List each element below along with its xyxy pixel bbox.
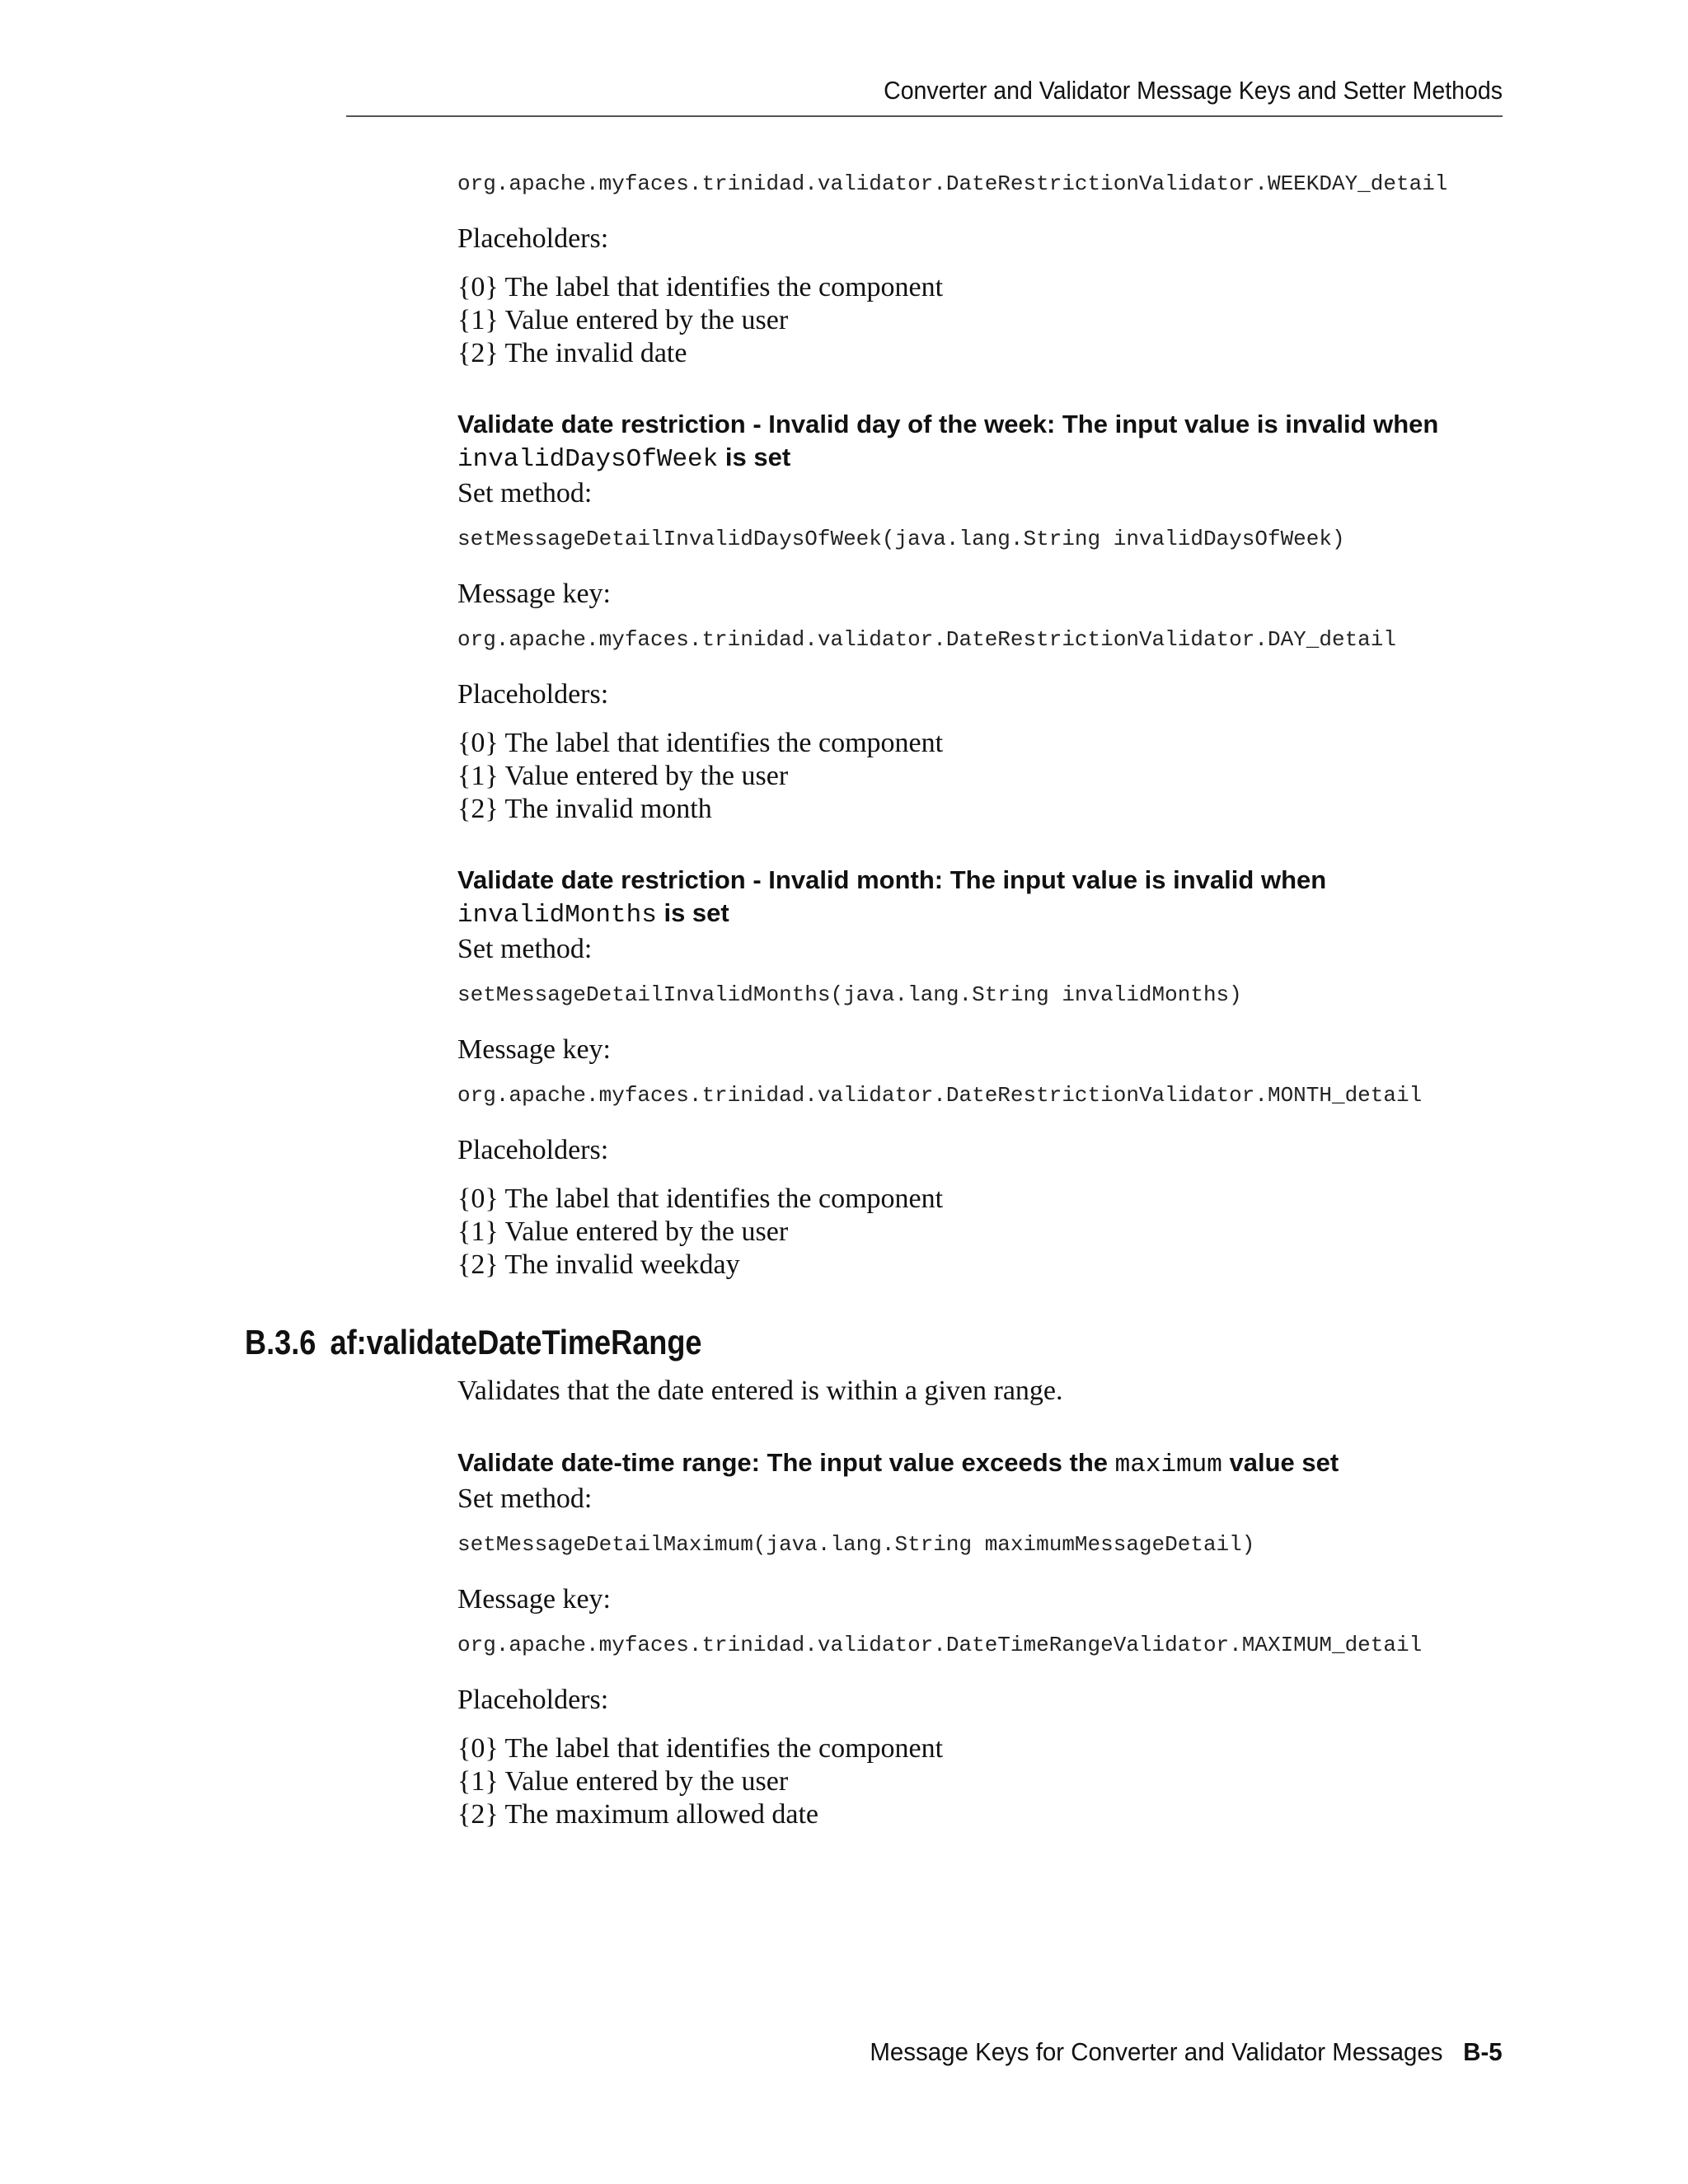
placeholder-item: {1} Value entered by the user (457, 761, 789, 791)
placeholder-item: {0} The label that identifies the component (457, 1733, 944, 1764)
set-method-label: Set method: (457, 934, 593, 964)
set-method-code: setMessageDetailMaximum(java.lang.String maximumMessageDetail) (457, 1532, 1255, 1557)
subheading-suffix: value set (1229, 1448, 1339, 1477)
subheading-maximum (457, 1446, 1529, 1482)
message-key-code: org.apache.myfaces.trinidad.validator.DateTimeRangeValidator.MAXIMUM_detail (457, 1633, 1423, 1657)
subheading-invalid-day-of-week (457, 408, 1529, 476)
message-key-label: Message key: (457, 579, 612, 609)
page-number: B-5 (1463, 2037, 1503, 2066)
message-key-code: org.apache.myfaces.trinidad.validator.DateRestrictionValidator.MONTH_detail (457, 1083, 1423, 1108)
placeholders-list (457, 727, 1529, 826)
page-content (245, 169, 1529, 1869)
section-heading (245, 1319, 1349, 1366)
set-method-label: Set method: (457, 1483, 593, 1514)
subheading-code: maximum (1114, 1451, 1222, 1479)
subheading-code: invalidMonths (457, 901, 657, 930)
placeholders-list (457, 1732, 1529, 1831)
placeholder-item: {0} The label that identifies the component (457, 272, 944, 302)
message-key-weekday: org.apache.myfaces.trinidad.validator.DateRestrictionValidator.WEEKDAY_detail (457, 171, 1448, 196)
placeholders-label: Placeholders: (457, 1135, 609, 1165)
message-key-code: org.apache.myfaces.trinidad.validator.DateRestrictionValidator.DAY_detail (457, 627, 1396, 652)
subheading-text: Validate date restriction - Invalid month: The input value is invalid when (457, 865, 1327, 894)
message-key-label: Message key: (457, 1584, 612, 1615)
placeholder-item: {2} The maximum allowed date (457, 1799, 819, 1830)
placeholder-item: {2} The invalid weekday (457, 1249, 740, 1280)
subheading-invalid-month (457, 864, 1529, 932)
placeholder-item: {1} Value entered by the user (457, 1766, 789, 1797)
set-method-label: Set method: (457, 478, 593, 509)
set-method-code: setMessageDetailInvalidDaysOfWeek(java.lang.String invalidDaysOfWeek) (457, 527, 1345, 551)
subheading-text: Validate date-time range: The input value exceeds the (457, 1448, 1109, 1477)
placeholder-item: {2} The invalid month (457, 794, 712, 824)
placeholders-label: Placeholders: (457, 679, 609, 710)
set-method-code: setMessageDetailInvalidMonths(java.lang.String invalidMonths) (457, 982, 1242, 1007)
running-header (346, 73, 1503, 117)
placeholder-item: {0} The label that identifies the component (457, 728, 944, 758)
placeholder-item: {1} Value entered by the user (457, 1216, 789, 1247)
placeholder-item: {0} The label that identifies the component (457, 1183, 944, 1214)
placeholders-label: Placeholders: (457, 1685, 609, 1715)
placeholders-list (457, 271, 1529, 370)
placeholder-item: {1} Value entered by the user (457, 305, 789, 335)
section-intro: Validates that the date entered is within a given range. (457, 1376, 1063, 1406)
placeholder-item: {2} The invalid date (457, 338, 687, 368)
placeholders-label: Placeholders: (457, 223, 609, 254)
section-number: B.3.6 (245, 1323, 316, 1361)
placeholders-list (457, 1183, 1529, 1282)
subheading-code: invalidDaysOfWeek (457, 445, 719, 474)
subheading-text: Validate date restriction - Invalid day of the week: The input value is invalid when (457, 410, 1439, 438)
section-title: af:validateDateTimeRange (330, 1323, 702, 1361)
subheading-suffix: is set (663, 898, 729, 927)
footer-title: Message Keys for Converter and Validator Messages (870, 2037, 1443, 2066)
message-key-label: Message key: (457, 1034, 612, 1065)
header-title: Converter and Validator Message Keys and Setter Methods (884, 76, 1503, 105)
running-footer (870, 2034, 1503, 2070)
subheading-suffix: is set (724, 443, 791, 471)
